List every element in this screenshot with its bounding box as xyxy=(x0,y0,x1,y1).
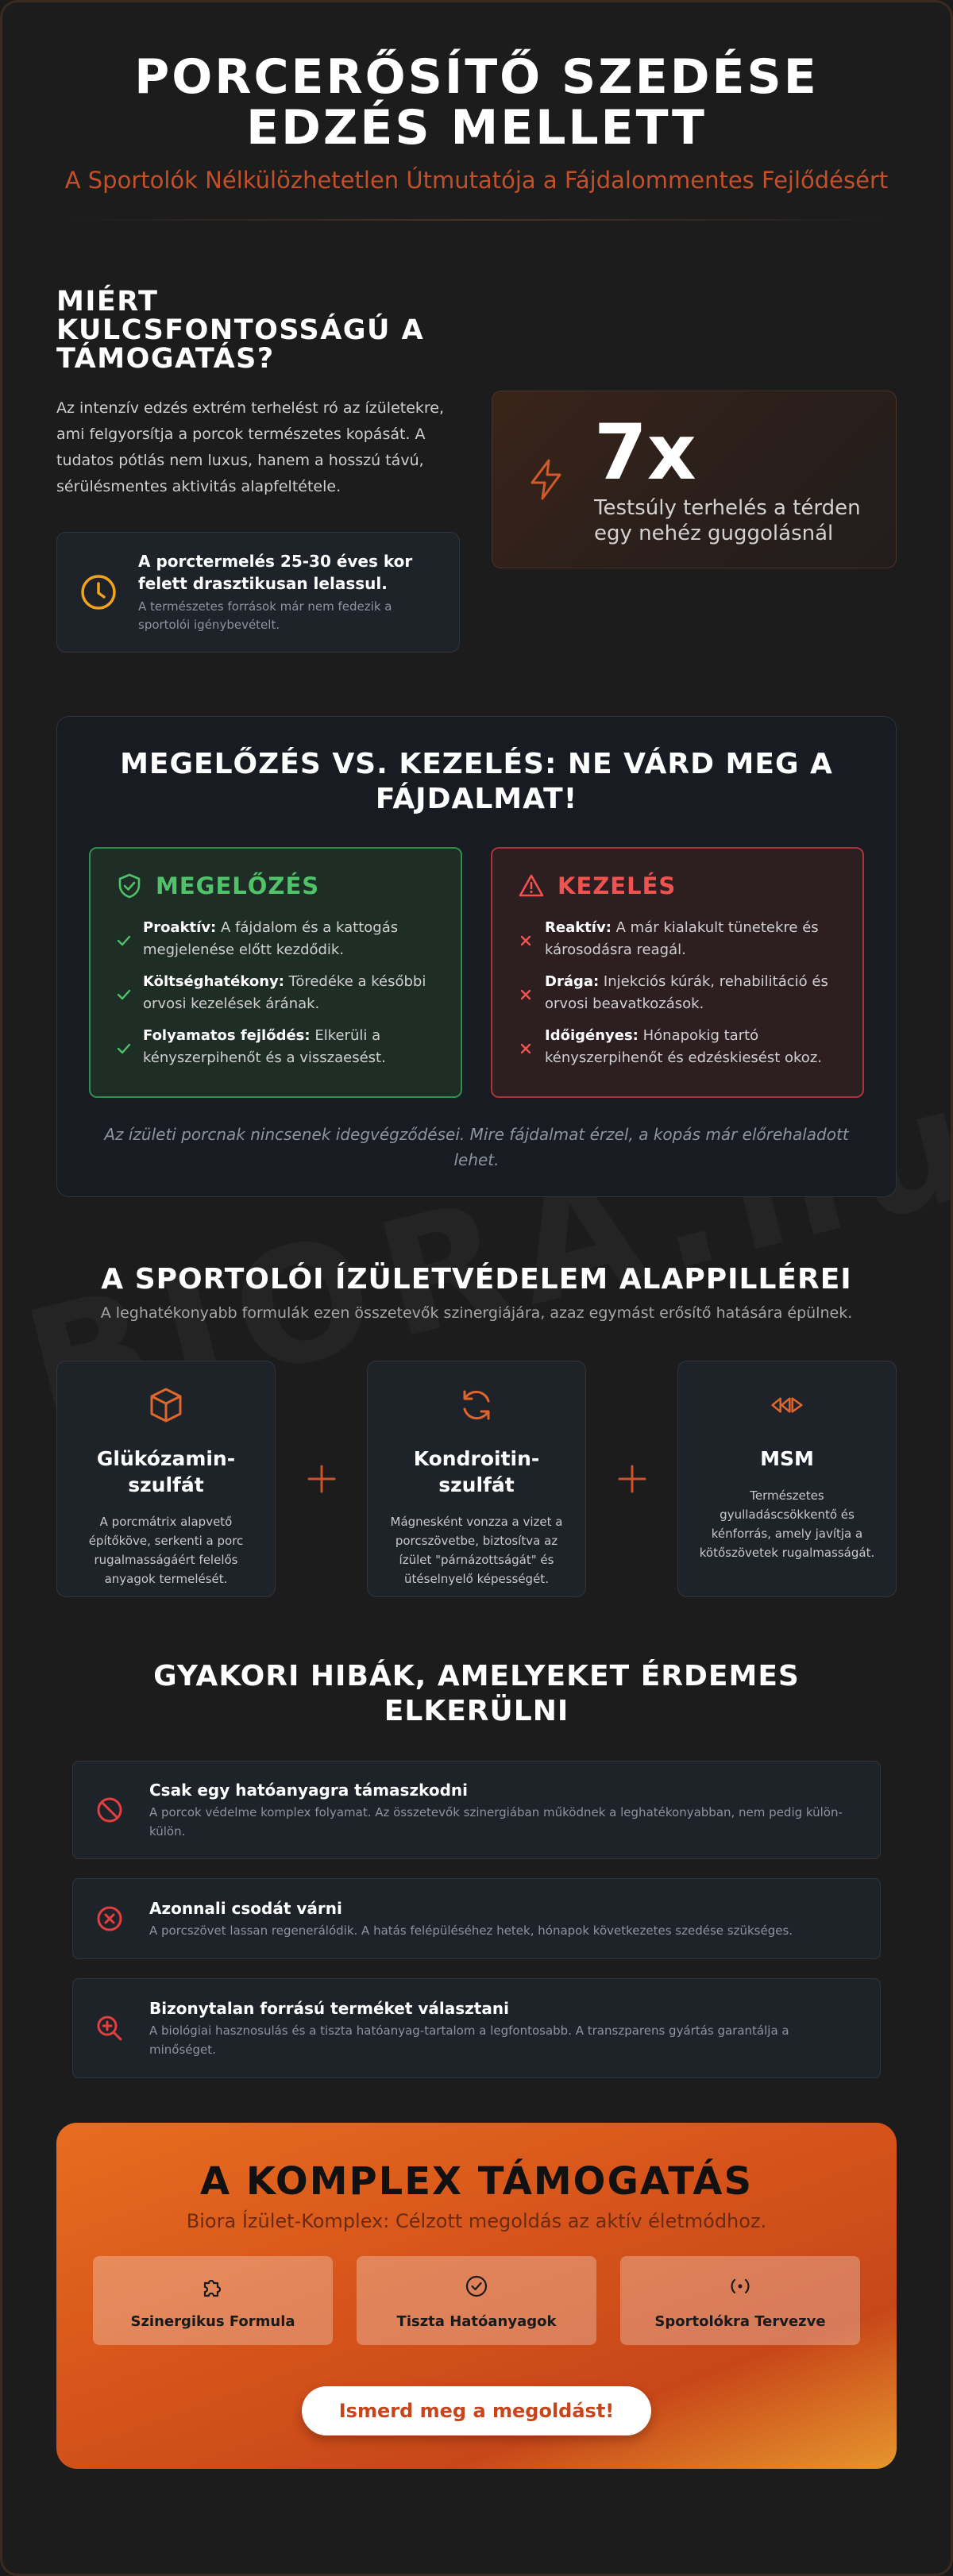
treatment-item xyxy=(518,971,837,1015)
check-icon xyxy=(116,920,132,961)
refresh-icon xyxy=(457,1385,496,1425)
pillar-name: Glükózamin-szulfát xyxy=(96,1447,236,1496)
check-circle-icon xyxy=(464,2274,489,2299)
plus-icon xyxy=(306,1463,338,1495)
mistake-card xyxy=(72,1978,881,2078)
mistake-desc: A porcok védelme komplex folyamat. Az összetevők szinergiában működnek a leghatékonyabban, nem pedig külön-külön. xyxy=(149,1805,843,1839)
treatment-item-text: Reaktív: A már kialakult tünetekre és károsodásra reagál. xyxy=(545,919,819,958)
ban-icon xyxy=(95,1796,124,1824)
prevention-item-text: Költséghatékony: Töredéke a későbbi orvosi kezelések árának. xyxy=(143,973,426,1012)
prevention-item-text: Folyamatos fejlődés: Elkerüli a kényszerpihenőt és a visszaesést. xyxy=(143,1027,386,1066)
treatment-list xyxy=(518,917,837,1069)
pillars-section xyxy=(56,1262,897,1597)
page-title: PORCERŐSÍTŐ SZEDÉSE EDZÉS MELLETT xyxy=(134,49,819,156)
pillars-title: A SPORTOLÓI ÍZÜLETVÉDELEM ALAPPILLÉREI xyxy=(101,1263,852,1296)
search-plus-icon xyxy=(95,2014,124,2043)
feature-label: Sportolókra Tervezve xyxy=(654,2313,826,2330)
feature-card xyxy=(357,2256,596,2345)
prevention-item xyxy=(116,971,435,1015)
warning-icon xyxy=(518,872,545,899)
pillars-head xyxy=(56,1262,897,1324)
treatment-card xyxy=(491,847,864,1098)
cta-subtitle: Biora Ízület-Komplex: Célzott megoldás az aktív életmódhoz. xyxy=(186,2210,767,2232)
treatment-item xyxy=(518,1025,837,1069)
mistakes-list xyxy=(72,1761,881,2078)
mistakes-section xyxy=(56,1659,897,2078)
prevention-title-label: MEGELŐZÉS xyxy=(156,872,320,899)
target-icon xyxy=(727,2274,753,2299)
mistake-text xyxy=(149,1779,858,1841)
info-card-text xyxy=(138,550,440,634)
pvt-note: Az ízületi porcnak nincsenek idegvégződései. Mire fájdalmat érzel, a kopás már előrehaladott lehet. xyxy=(104,1125,849,1169)
prevention-card xyxy=(89,847,462,1098)
feature-label: Szinergikus Formula xyxy=(130,2313,295,2330)
prevention-item-text: Proaktív: A fájdalom és a kattogás megjelenése előtt kezdődik. xyxy=(143,919,399,958)
prevention-item xyxy=(116,917,435,961)
header-divider xyxy=(56,219,897,221)
learn-more-button[interactable]: Ismerd meg a megoldást! xyxy=(302,2386,651,2435)
why-text: Az intenzív edzés extrém terhelést ró az ízületekre, ami felgyorsítja a porcok természetes kopását. A tudatos pótlás nem luxus, hanem a hosszú távú, sérülésmentes aktivitás alapfeltétele. xyxy=(56,399,445,495)
x-icon xyxy=(518,1028,534,1069)
cta-title: A KOMPLEX TÁMOGATÁS xyxy=(199,2159,754,2204)
why-left xyxy=(56,287,460,653)
check-icon xyxy=(116,1028,132,1069)
mistake-desc: A biológiai hasznosulás és a tiszta hatóanyag-tartalom a legfontosabb. A transzparens gyártás garantálja a minőséget. xyxy=(149,2023,789,2057)
mistakes-title: GYAKORI HIBÁK, AMELYEKET ÉRDEMES ELKERÜLNI xyxy=(153,1660,800,1727)
cta-section xyxy=(56,2123,897,2469)
pillar-card xyxy=(367,1361,586,1597)
x-icon xyxy=(518,920,534,961)
mistake-text xyxy=(149,1897,793,1940)
header xyxy=(56,2,897,221)
shield-check-icon xyxy=(116,872,143,899)
info-card-title: A porctermelés 25-30 éves kor felett drasztikusan lelassul. xyxy=(138,552,413,593)
prevention-vs-treatment xyxy=(56,716,897,1197)
info-card-desc: A természetes források már nem fedezik a sportolói igénybevételt. xyxy=(138,599,392,632)
prevention-list xyxy=(116,917,435,1069)
lightning-icon xyxy=(523,456,570,503)
clock-icon xyxy=(76,570,121,614)
fast-forward-icon xyxy=(767,1385,807,1425)
stat-label: Testsúly terhelés a térden egy nehéz guggolásnál xyxy=(594,496,861,545)
treatment-item-text: Drága: Injekciós kúrák, rehabilitáció és orvosi beavatkozások. xyxy=(545,973,828,1012)
pillar-desc: Mágnesként vonzza a vizet a porcszövetbe, biztosítva az ízület "párnázottságát" és ütéselnyelő képességét. xyxy=(390,1515,563,1586)
info-card xyxy=(56,532,460,653)
treatment-item-text: Időigényes: Hónapokig tartó kényszerpihenőt és edzéskiesést okoz. xyxy=(545,1027,822,1066)
pillars-subtitle: A leghatékonyabb formulák ezen összetevők szinergiájára, azaz egymást erősítő hatására épülnek. xyxy=(100,1304,853,1322)
treatment-title-label: KEZELÉS xyxy=(558,872,677,899)
mistake-title: Azonnali csodát várni xyxy=(149,1899,342,1918)
pvt-title: MEGELŐZÉS VS. KEZELÉS: NE VÁRD MEG A FÁJDALMAT! xyxy=(120,748,833,815)
pillar-desc: A porcmátrix alapvető építőköve, serkenti a porc rugalmasságáért felelős anyagok termelését. xyxy=(88,1515,244,1586)
pillar-card xyxy=(677,1361,897,1597)
treatment-title xyxy=(518,872,837,899)
check-icon xyxy=(116,974,132,1015)
mistake-title: Csak egy hatóanyagra támaszkodni xyxy=(149,1781,469,1800)
prevention-title xyxy=(116,872,435,899)
pillar-name: Kondroitin-szulfát xyxy=(413,1447,540,1496)
why-title: MIÉRT KULCSFONTOSSÁGÚ A TÁMOGATÁS? xyxy=(56,286,425,375)
pvt-columns xyxy=(89,847,864,1098)
x-icon xyxy=(518,974,534,1015)
stat-text xyxy=(594,408,896,546)
x-circle-icon xyxy=(95,1904,124,1933)
mistake-card xyxy=(72,1761,881,1859)
feature-card xyxy=(93,2256,333,2345)
content xyxy=(2,2,951,2469)
prevention-item xyxy=(116,1025,435,1069)
mistake-card xyxy=(72,1878,881,1959)
stat-card xyxy=(492,391,897,568)
cta-features xyxy=(56,2256,897,2345)
feature-label: Tiszta Hatóanyagok xyxy=(396,2313,557,2330)
mistake-title: Bizonytalan forrású terméket választani xyxy=(149,1999,509,2018)
pillars-row xyxy=(56,1361,897,1597)
pillar-name: MSM xyxy=(760,1447,814,1470)
page-subtitle: A Sportolók Nélkülözhetetlen Útmutatója a Fájdalommentes Fejlődésért xyxy=(64,167,889,194)
cube-icon xyxy=(146,1385,186,1425)
pillar-card xyxy=(56,1361,276,1597)
mistake-desc: A porcszövet lassan regenerálódik. A hatás felépüléséhez hetek, hónapok következetes szedése szükséges. xyxy=(149,1923,793,1938)
treatment-item xyxy=(518,917,837,961)
pillar-desc: Természetes gyulladáscsökkentő és kénforrás, amely javítja a kötőszövetek rugalmasságát. xyxy=(699,1488,875,1560)
plus-icon xyxy=(616,1463,648,1495)
stat-value: 7x xyxy=(594,408,696,497)
puzzle-icon xyxy=(200,2274,226,2299)
feature-card xyxy=(620,2256,860,2345)
mistake-text xyxy=(149,1997,858,2059)
why-section xyxy=(56,287,897,653)
